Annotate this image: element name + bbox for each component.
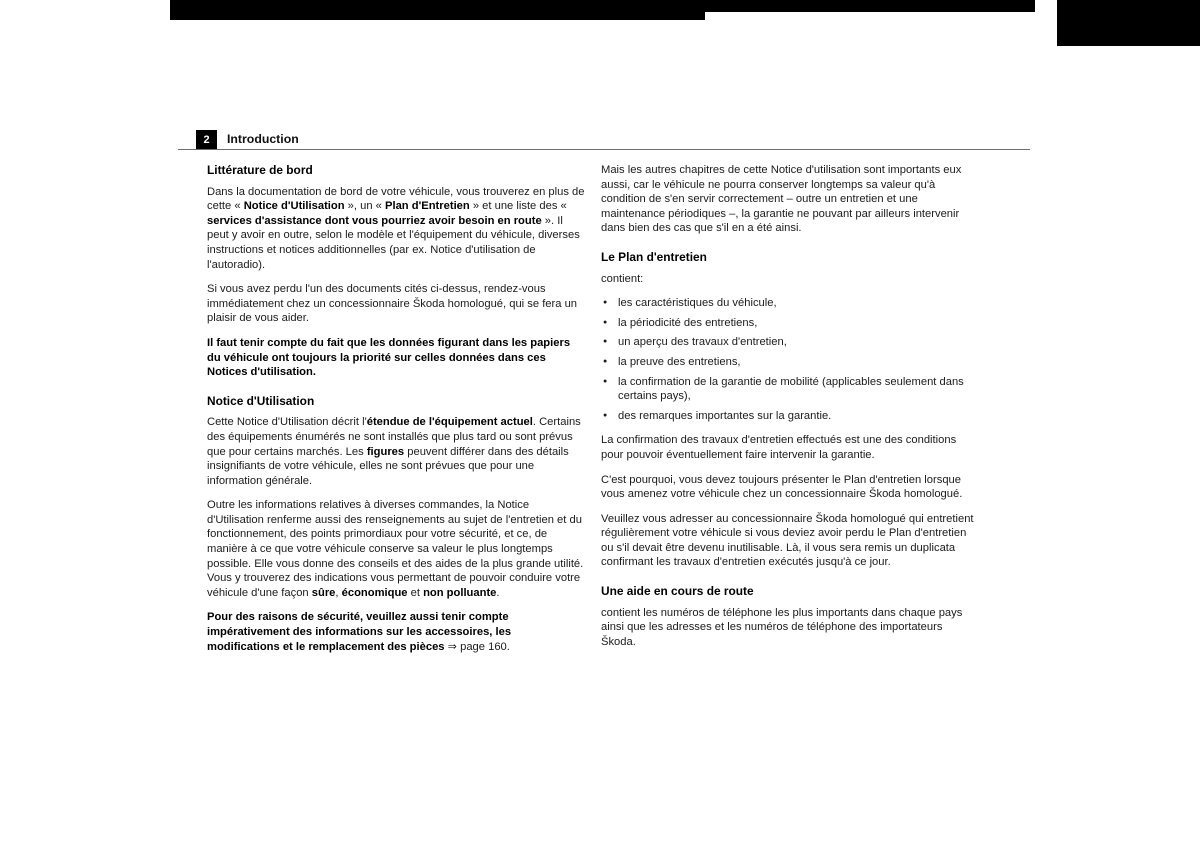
text-bold: services d'assistance dont vous pourriez avoir besoin en route	[207, 214, 542, 227]
text: Dans la documentation de bord de votre véhicule, vous trouverez en plus de cette «	[207, 185, 585, 213]
paragraph	[207, 185, 585, 273]
text-bold: économique	[341, 586, 408, 599]
text: . Certains des équipements énumérés ne sont installés que plus tard ou sont prévus que pour certains marchés. Les	[207, 416, 581, 458]
paragraph-safety-note	[207, 610, 585, 654]
text-bold: Notice d'Utilisation	[243, 200, 345, 213]
paragraph: Veuillez vous adresser au concessionnaire Škoda homologué qui entretient régulièrement votre véhicule si vous deviez avoir perdu le Plan d'entretien ou s'il devait être devenu inutilisable. Là, il vous sera remis un duplicata confirmant les travaux d'entretien exécutés jusqu'à ce jour.	[601, 512, 974, 569]
text-bold: Plan d'Entretien	[385, 200, 470, 213]
text: et	[407, 586, 424, 599]
page-number-badge	[196, 130, 217, 149]
text-bold: Pour des raisons de sécurité, veuillez aussi tenir compte impérativement des informations sur les accessoires, les modifications et le remplacement des pièces	[207, 611, 512, 653]
chapter-title: Introduction	[227, 132, 299, 146]
section-heading-plan-entretien: Le Plan d'entretien	[601, 249, 707, 264]
header-divider	[178, 149, 1030, 150]
section-heading-notice: Notice d'Utilisation	[207, 393, 315, 408]
scan-artifact-top-middle	[703, 0, 1035, 12]
paragraph-emphasis: Il faut tenir compte du fait que les données figurant dans les papiers du véhicule ont toujours la priorité sur celles données dans ces Notices d'utilisation.	[207, 336, 571, 379]
paragraph: contient les numéros de téléphone les plus importants dans chaque pays ainsi que les adresses et les numéros de téléphone des importateurs Škoda.	[601, 606, 963, 648]
bullet-item: ● des remarques importantes sur la garantie.	[601, 409, 979, 424]
paragraph: contient:	[601, 272, 644, 285]
paragraph: La confirmation des travaux d'entretien effectués est une des conditions pour pouvoir éventuellement faire intervenir la garantie.	[601, 434, 957, 461]
text-bold: figures	[366, 445, 405, 458]
bullet-item: ● un aperçu des travaux d'entretien,	[601, 335, 979, 350]
paragraph: C'est pourquoi, vous devez toujours présenter le Plan d'entretien lorsque vous amenez votre véhicule chez un concessionnaire Škoda homologué.	[601, 473, 963, 501]
right-column	[601, 163, 979, 659]
bullet-item: ● la preuve des entretiens,	[601, 355, 979, 370]
text: Outre les informations relatives à diverses commandes, la Notice d'Utilisation renferme aussi des renseignements au sujet de l'entretien et du fonctionnement, des points primordiaux pour votre sécurité, et ce, de manière à ce que votre véhicule conserve sa valeur le plus longtemps possible. Elle vous donne des conseils et des aides de la plus grande utilité. Vous y trouverez des indications vous permettant de pouvoir conduire votre véhicule d'une façon	[207, 499, 584, 599]
paragraph	[207, 415, 585, 488]
text-bold: non polluante	[423, 586, 497, 599]
paragraph: Si vous avez perdu l'un des documents cités ci-dessus, rendez-vous immédiatement chez un concessionnaire Škoda homologué, qui se fera un plaisir de vous aider.	[207, 283, 578, 325]
bullet-item: ● la confirmation de la garantie de mobilité (applicables seulement dans certains pays),	[601, 375, 979, 404]
text: » et une liste des «	[469, 200, 567, 213]
paragraph: Mais les autres chapitres de cette Notice d'utilisation sont importants eux aussi, car le véhicule ne pourra conserver longtemps sa valeur qu'à condition de s'en servir correctement – outre un entretien et une maintenance périodiques –, la garantie ne pouvant par ailleurs intervenir dans bien des cas que s'il en a été ainsi.	[601, 164, 962, 235]
scan-artifact-top-left	[170, 0, 705, 20]
section-heading-litterature: Littérature de bord	[207, 163, 313, 177]
text: peuvent différer dans des détails insignifiants de votre véhicule, elles ne sont prévues que pour une information générale.	[207, 445, 569, 487]
text: ⇒ page 160.	[447, 640, 510, 653]
text-bold: sûre	[311, 586, 336, 599]
text: ». Il peut y avoir en outre, selon le modèle et l'équipement du véhicule, diverses instructions et notices additionnelles (par ex. Notice d'utilisation de l'autoradio).	[207, 214, 580, 271]
page-number: 2	[203, 133, 210, 146]
bullet-item: ● la périodicité des entretiens,	[601, 316, 979, 331]
text: ,	[335, 586, 342, 599]
bullet-list	[601, 296, 979, 423]
bullet-item: ● les caractéristiques du véhicule,	[601, 296, 979, 311]
section-heading-aide-route: Une aide en cours de route	[601, 584, 754, 599]
text: Cette Notice d'Utilisation décrit l'	[207, 416, 367, 429]
left-column	[207, 163, 585, 664]
paragraph	[207, 498, 585, 600]
text-bold: étendue de l'équipement actuel	[366, 416, 533, 429]
text: .	[496, 586, 500, 599]
scan-artifact-top-right	[1057, 0, 1200, 46]
text: », un «	[344, 200, 386, 213]
